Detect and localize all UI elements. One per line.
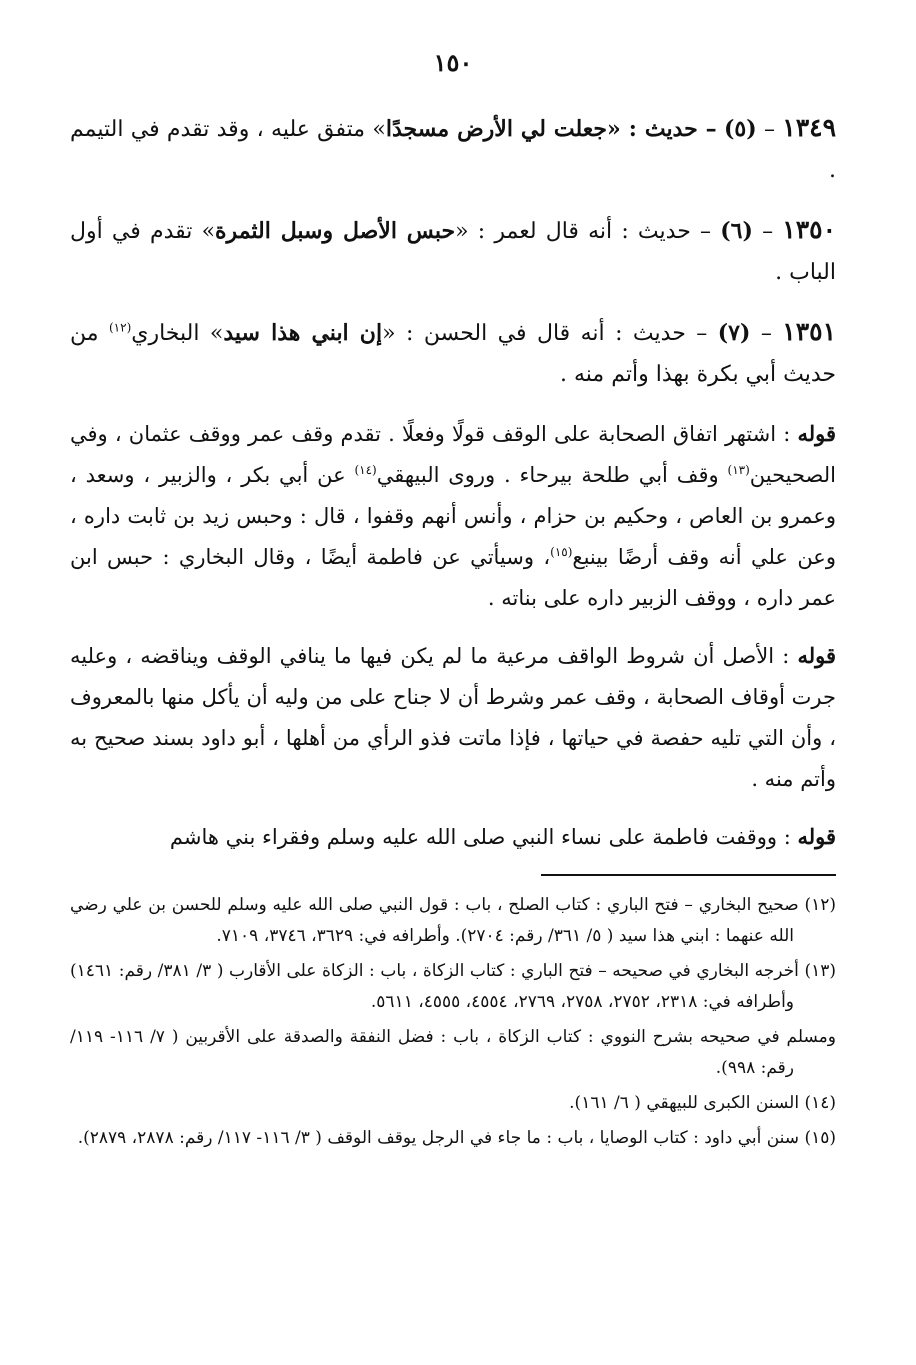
paragraph-text: وقف أبي طلحة بيرحاء . وروى البيهقي [376,463,728,487]
entry-separator: – [752,219,774,244]
entry-suffix: » البخاري [131,321,224,346]
footnote [70,1123,836,1154]
entry-suffix: من حديث أبي بكرة بهذا وأتم منه . [70,321,836,387]
footnote-number: (١٢) [804,895,836,915]
footnote-number: (١٣) [804,961,836,981]
footnote-text: أخرجه البخاري في صحيحه – فتح الباري : كتاب الزكاة ، باب : الزكاة على الأقارب ( ٣/ ٣٨١/ رقم: ١٤٦١) وأطرافه في: ٢٣١٨، ٢٧٥٢، ٢٧٥٨، ٢٧٦٩، ٤٥٥٤، ٤٥٥٥، ٥٦١١. [70,961,799,1012]
footnotes-section [70,890,836,1154]
entry-number: ١٣٥١ [782,317,837,346]
footnote-text: صحيح البخاري – فتح الباري : كتاب الصلح ، باب : قول النبي صلى الله عليه وسلم للحسن بن علي رضي الله عنهما : ابني هذا سيد ( ٥/ ٣٦١/ رقم: ٢٧٠٤). وأطرافه في: ٣٦٢٩، ٣٧٤٦، ٧١٠٩. [70,895,799,946]
footnote [70,890,836,952]
footnote-number: (١٤) [804,1093,836,1113]
footnote-ref[interactable]: (١٤) [354,463,377,477]
entry-subnumber: (٥) [724,116,757,142]
entry-number: ١٣٥٠ [782,215,836,244]
entry-suffix: » تقدم في أول الباب . [70,219,836,285]
footnote-number: (١٥) [804,1128,836,1148]
entry-quote: جعلت لي الأرض مسجدًا [385,116,608,142]
footnote-ref[interactable]: (١٢) [108,320,132,335]
page-number: ١٥٠ [433,48,473,77]
entry-prefix: – حديث : « [607,116,717,142]
footnote-ref[interactable]: (١٣) [727,463,750,477]
paragraph-text: عن أبي بكر ، والزبير ، وسعد ، وعمرو بن العاص ، وحكيم بن حزام ، وأنس أنهم وقفوا ، قال : وحبس زيد بن ثابت داره ، وعن علي أنه وقف أرضًا بينبع [70,463,836,569]
paragraph-lead: قوله [797,824,836,849]
paragraph-text: ، وسيأتي عن فاطمة أيضًا ، وقال البخاري : حبس ابن عمر داره ، ووقف الزبير داره على بناته . [70,545,836,610]
entry-suffix: » متفق عليه ، وقد تقدم في التيمم . [70,117,836,183]
footnote-continuation [70,1022,836,1084]
entry-separator: – [756,117,775,142]
paragraph-lead: قوله [797,421,836,446]
entry-separator: – [750,321,772,346]
paragraph-text: : الأصل أن شروط الواقف مرعية ما لم يكن فيها ما ينافي الوقف ويناقضه ، وعليه جرت أوقاف الصحابة ، وقف عمر وشرط أن لا جناح على من وليه أن يأكل منها بالمعروف ، وأن التي تليه حفصة في حياتها ، فإذا ماتت فذو الرأي من أهلها ، أبو داود بسند صحيح به وأتم منه . [70,644,836,791]
entry-subnumber: (٧) [717,320,751,346]
footnote-divider [541,874,836,876]
entry-number: ١٣٤٩ [782,113,837,142]
entry-quote: حبس الأصل وسبل الثمرة [215,218,456,244]
hadith-entry [70,311,836,395]
commentary-paragraph [70,413,836,619]
hadith-entry [70,209,836,293]
paragraph-lead: قوله [797,643,836,668]
footnote-ref[interactable]: (١٥) [550,545,573,559]
paragraph-text: : اشتهر اتفاق الصحابة على الوقف قولًا وفعلًا . تقدم وقف عمر ووقف عثمان ، وفي الصحيحين [70,422,836,487]
entry-prefix: – حديث : أنه قال في الحسن : « [382,321,708,346]
paragraph-text: : ووقفت فاطمة على نساء النبي صلى الله عليه وسلم وفقراء بني هاشم [169,825,791,849]
entry-prefix: – حديث : أنه قال لعمر : « [455,219,711,244]
entry-subnumber: (٦) [720,218,753,244]
commentary-paragraph [70,816,836,858]
footnote-text: سنن أبي داود : كتاب الوصايا ، باب : ما جاء في الرجل يوقف الوقف ( ٣/ ١١٦- ١١٧/ رقم: ٢٨٧٨، ٢٨٧٩). [77,1128,800,1148]
footnote [70,956,836,1018]
hadith-entry [70,107,836,191]
entry-quote: إن ابني هذا سيد [223,320,383,346]
footnote-text: السنن الكبرى للبيهقي ( ٦/ ١٦١). [569,1093,800,1113]
footnote-text: ومسلم في صحيحه بشرح النووي : كتاب الزكاة ، باب : فضل النفقة والصدقة على الأقربين ( ٧/ ١١٦- ١١٩/ رقم: ٩٩٨). [70,1027,836,1078]
commentary-paragraph [70,635,836,800]
footnote [70,1088,836,1119]
